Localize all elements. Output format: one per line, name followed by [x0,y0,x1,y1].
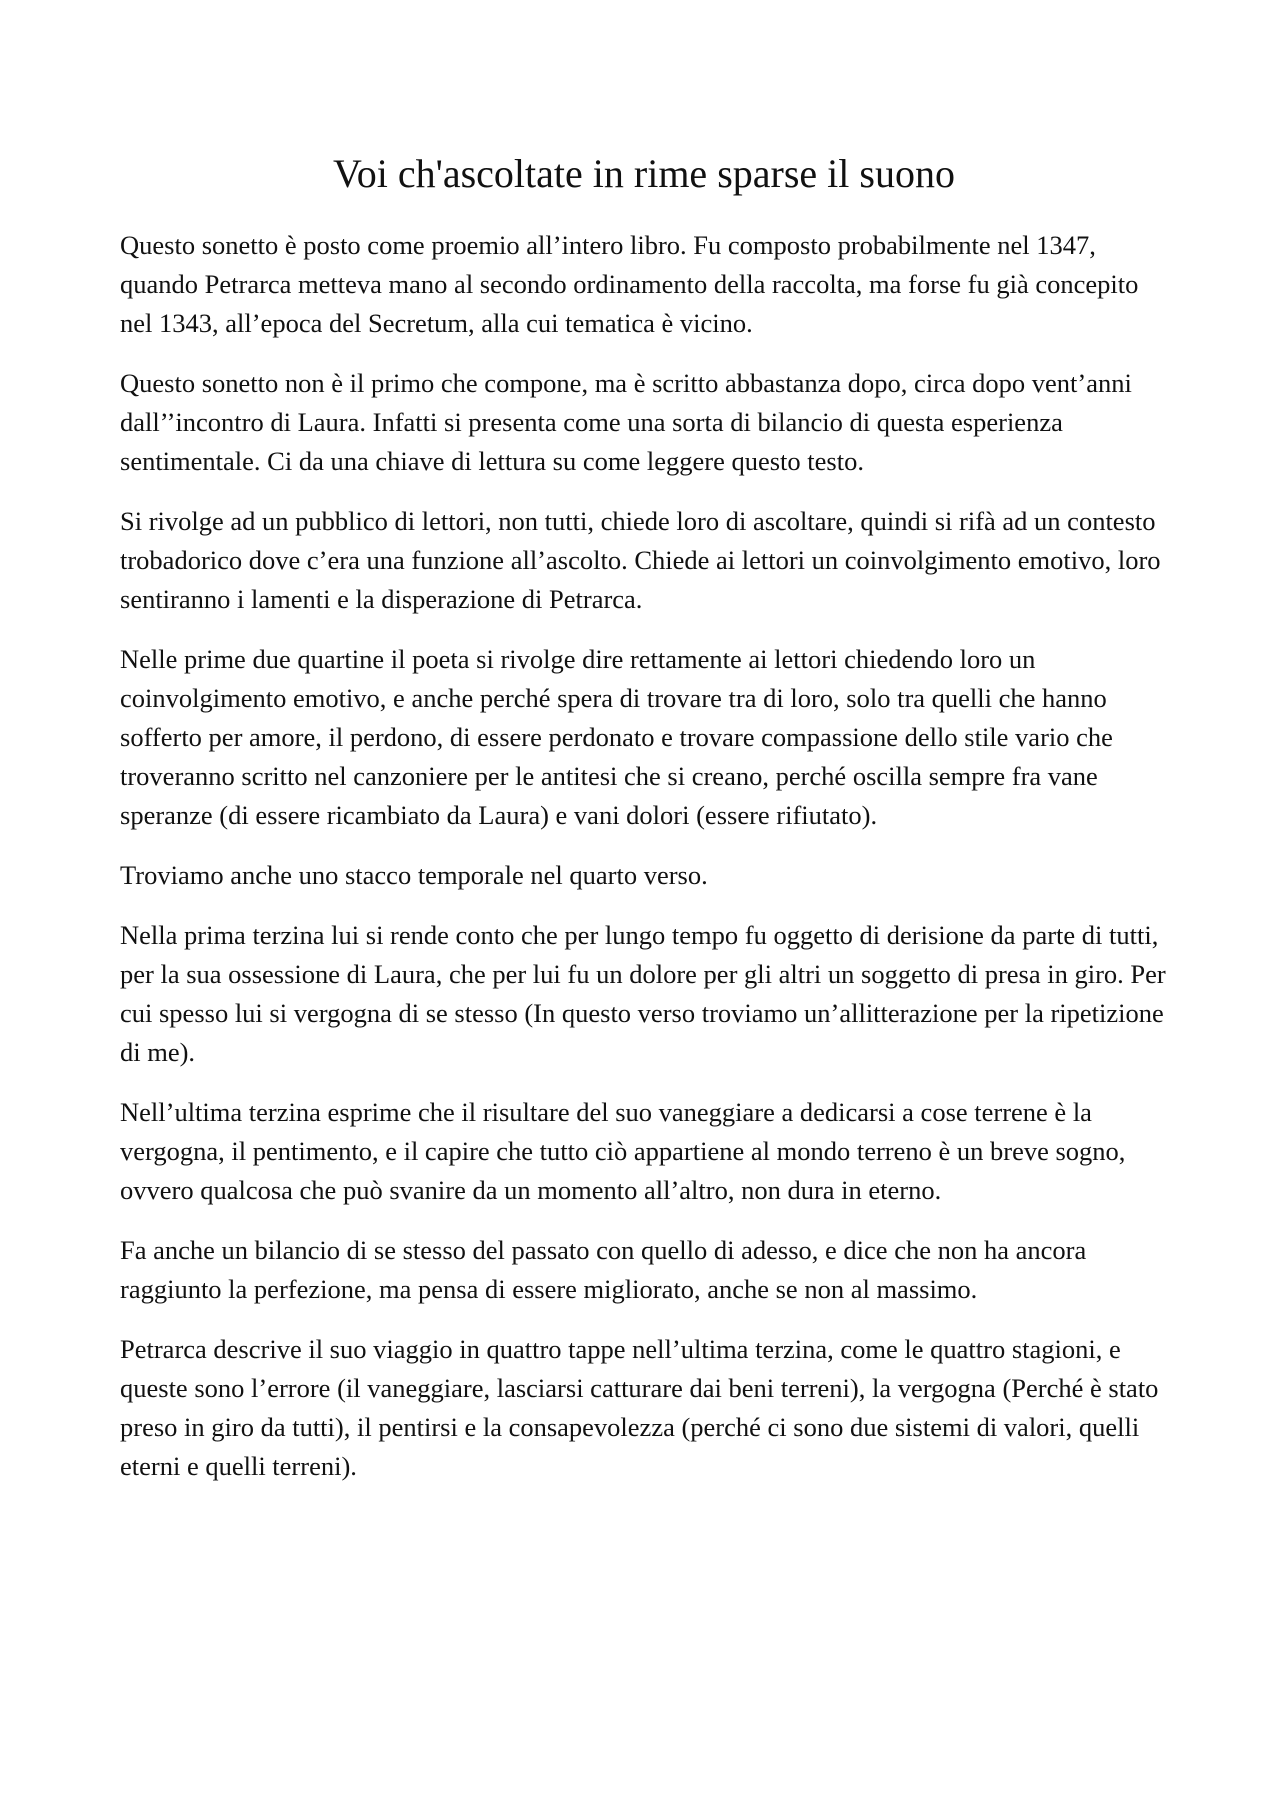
paragraph-1: Questo sonetto è posto come proemio all’intero libro. Fu composto probabilmente nel 1347, quando Petrarca metteva mano al secondo ordinamento della raccolta, ma forse fu già concepito nel 1343, all’epoca del Secretum, alla cui tematica è vicino. [120,230,1139,338]
paragraph-3: Si rivolge ad un pubblico di lettori, non tutti, chiede loro di ascoltare, quindi si rifà ad un contesto trobadorico dove c’era una funzione all’ascolto. Chiede ai lettori un coinvolgimento emotivo, loro sentiranno i lamenti e la disperazione di Petrarca. [120,506,1161,614]
document-page [120,148,1168,1507]
paragraph-4: Nelle prime due quartine il poeta si rivolge dire rettamente ai lettori chiedendo loro un coinvolgimento emotivo, e anche perché spera di trovare tra di loro, solo tra quelli che hanno sofferto per amore, il perdono, di essere perdonato e trovare compassione dello stile vario che troveranno scritto nel canzoniere per le antitesi che si creano, perché oscilla sempre fra vane speranze (di essere ricambiato da Laura) e vani dolori (essere rifiutato). [120,644,1113,830]
paragraph-5: Troviamo anche uno stacco temporale nel quarto verso. [120,860,708,890]
paragraph-2: Questo sonetto non è il primo che compone, ma è scritto abbastanza dopo, circa dopo vent’anni dall’’incontro di Laura. Infatti si presenta come una sorta di bilancio di questa esperienza sentimentale. Ci da una chiave di lettura su come leggere questo testo. [120,368,1132,476]
paragraph-8: Fa anche un bilancio di se stesso del passato con quello di adesso, e dice che non ha ancora raggiunto la perfezione, ma pensa di essere migliorato, anche se non al massimo. [120,1235,1087,1304]
document-title: Voi ch'ascoltate in rime sparse il suono [333,151,955,196]
paragraph-9: Petrarca descrive il suo viaggio in quattro tappe nell’ultima terzina, come le quattro stagioni, e queste sono l’errore (il vaneggiare, lasciarsi catturare dai beni terreni), la vergogna (Perché è stato preso in giro da tutti), il pentirsi e la consapevolezza (perché ci sono due sistemi di valori, quelli eterni e quelli terreni). [120,1334,1159,1481]
paragraph-7: Nell’ultima terzina esprime che il risultare del suo vaneggiare a dedicarsi a cose terrene è la vergogna, il pentimento, e il capire che tutto ciò appartiene al mondo terreno è un breve sogno, ovvero qualcosa che può svanire da un momento all’altro, non dura in eterno. [120,1097,1126,1205]
paragraph-6: Nella prima terzina lui si rende conto che per lungo tempo fu oggetto di derisione da parte di tutti, per la sua ossessione di Laura, che per lui fu un dolore per gli altri un soggetto di presa in giro. Per cui spesso lui si vergogna di se stesso (In questo verso troviamo un’allitterazione per la ripetizione di me). [120,920,1166,1067]
